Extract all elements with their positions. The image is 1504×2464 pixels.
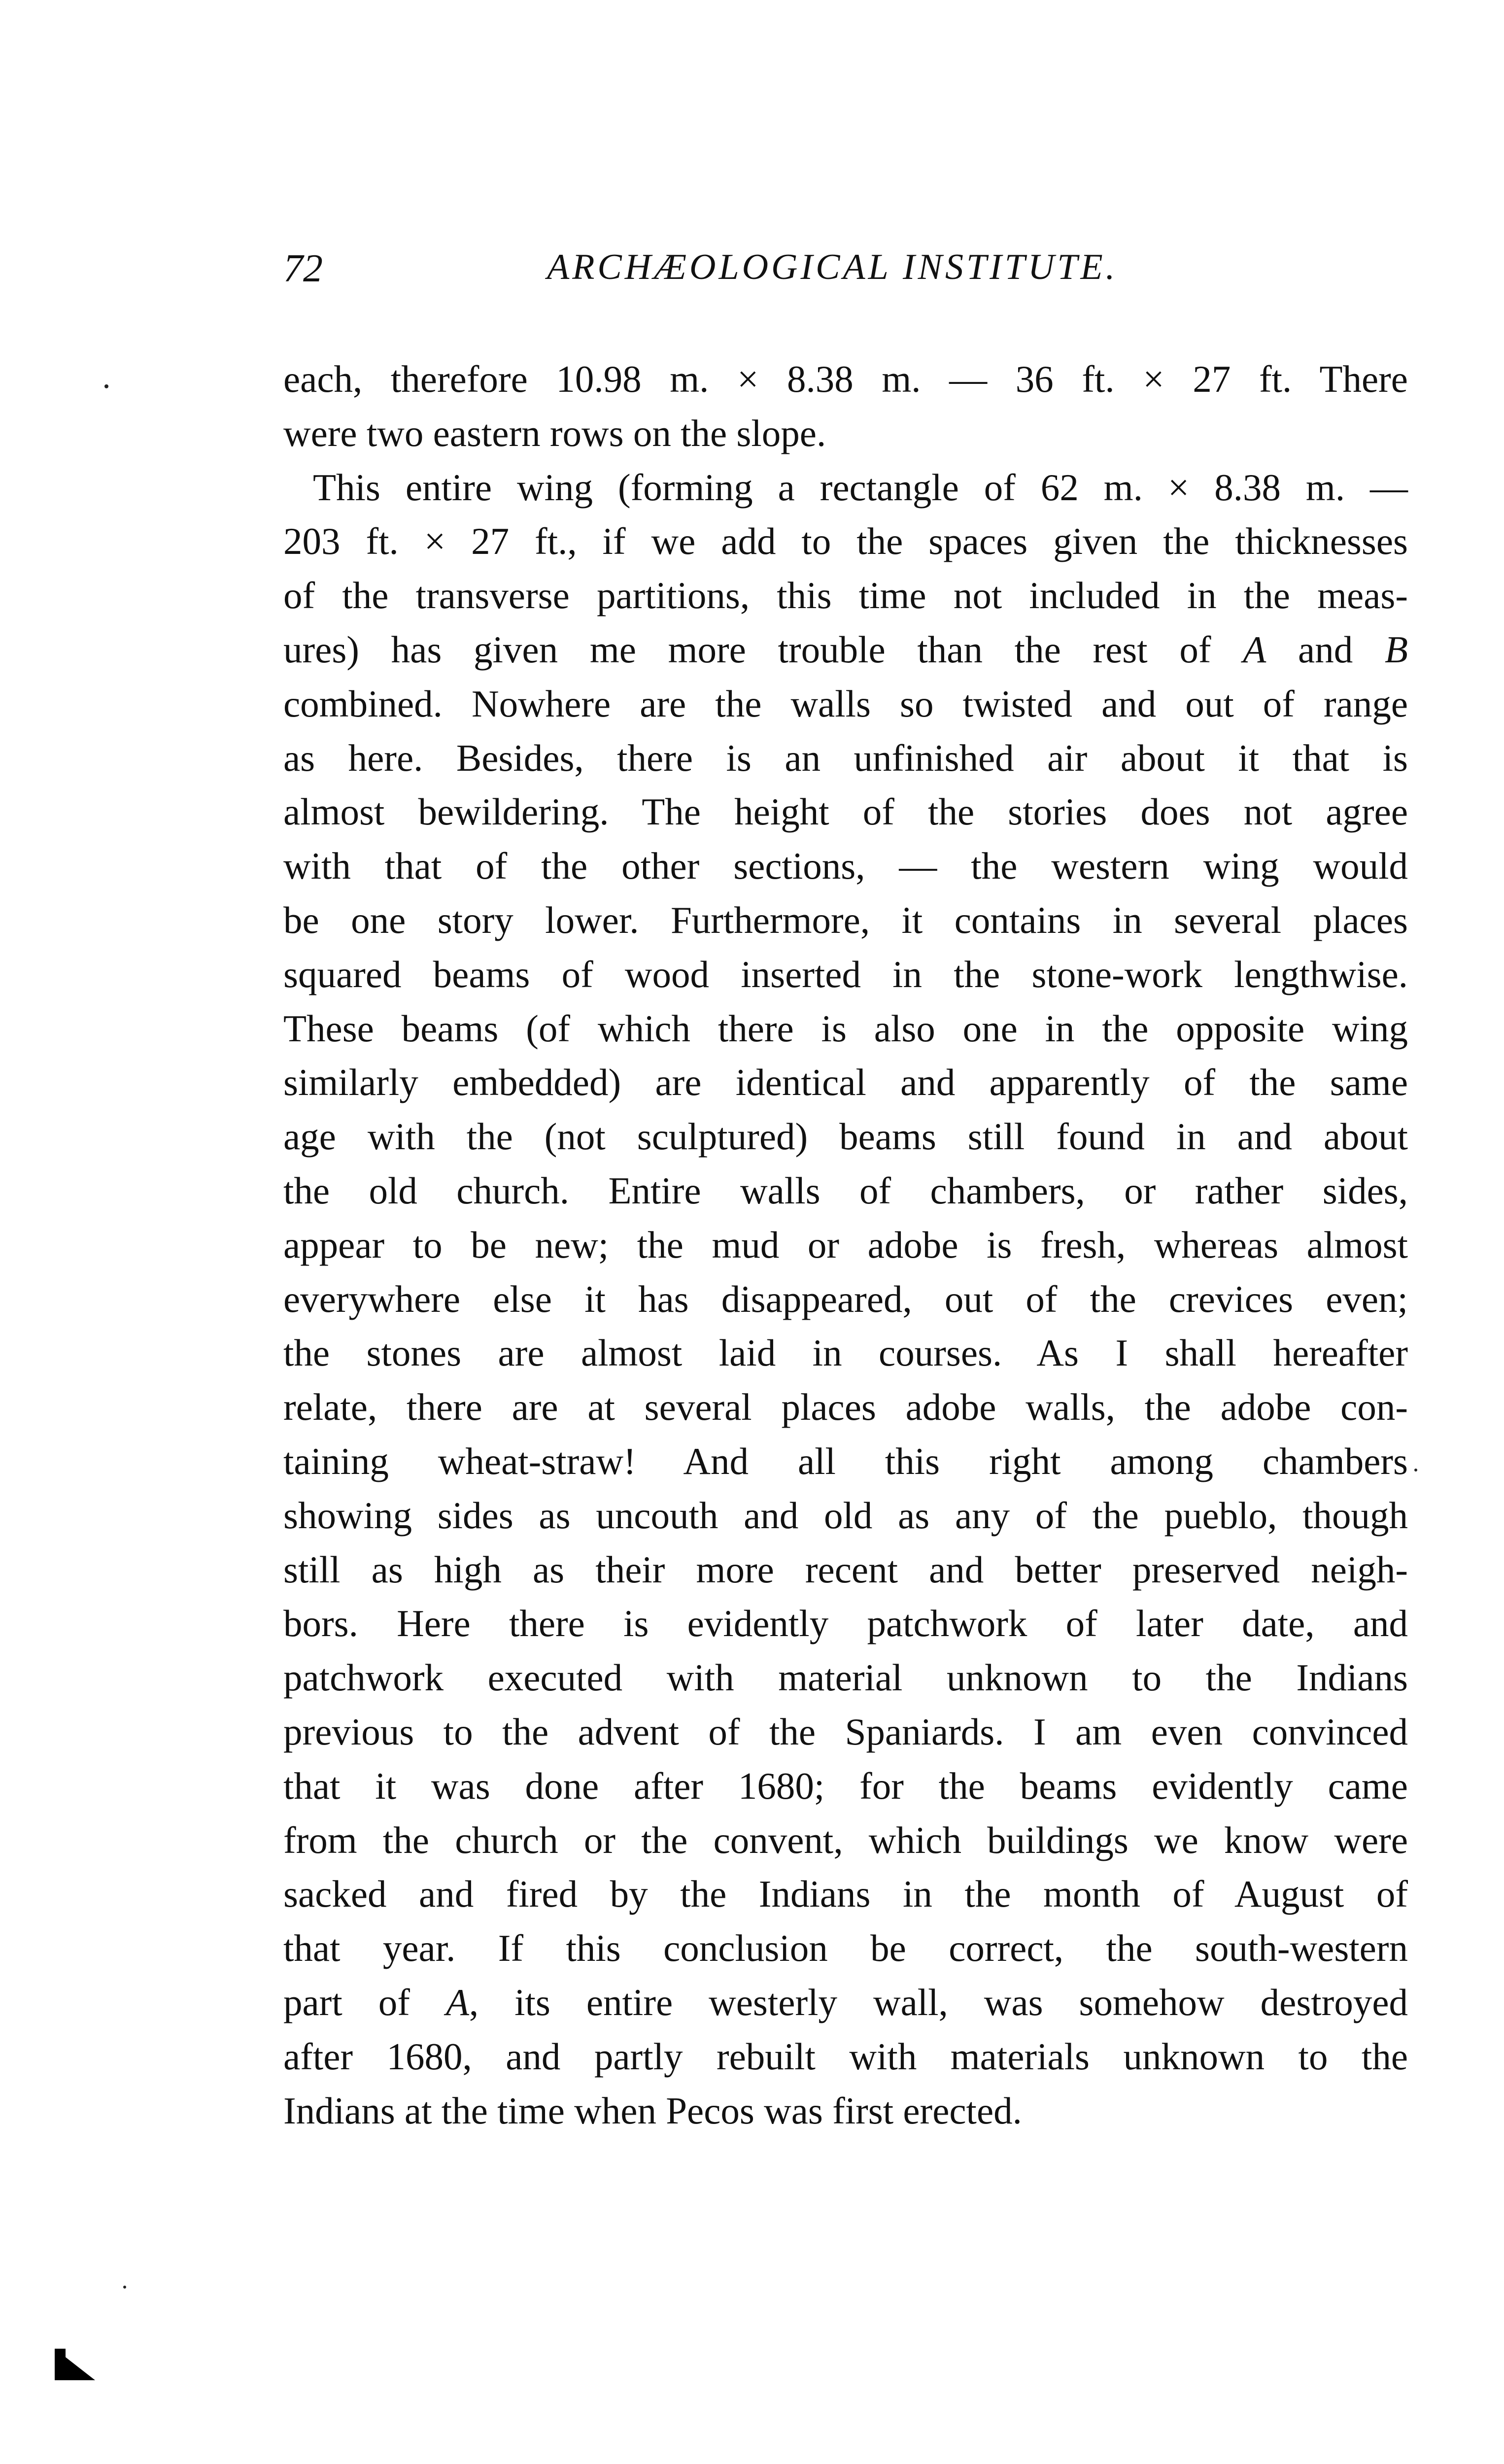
italic-letter: B — [1384, 628, 1408, 671]
text-segment: , its entire westerly wall, was somehow destroyed — [469, 1981, 1408, 2023]
text-line — [283, 893, 1408, 948]
text-line — [283, 407, 1408, 461]
text-segment: This entire wing (forming a rectangle of 62 m. × 8.38 m. — — [313, 466, 1408, 509]
text-segment: 203 ft. × 27 ft., if we add to the spaces given the thicknesses — [283, 520, 1408, 563]
text-line — [283, 1002, 1408, 1056]
text-segment: from the church or the convent, which buildings we know were — [283, 1818, 1408, 1861]
text-line — [283, 785, 1408, 839]
text-segment: appear to be new; the mud or adobe is fresh, whereas almost — [283, 1223, 1408, 1266]
text-segment: Indians at the time when Pecos was first erected. — [283, 2089, 1022, 2132]
running-header — [283, 246, 1408, 301]
stray-mark — [1414, 1469, 1417, 1472]
text-segment: bors. Here there is evidently patchwork of later date, and — [283, 1602, 1408, 1645]
text-line — [283, 569, 1408, 623]
text-segment: part of — [283, 1981, 446, 2023]
text-segment: still as high as their more recent and better preserved neigh- — [283, 1548, 1408, 1591]
text-line — [283, 1056, 1408, 1110]
text-line — [283, 1543, 1408, 1597]
text-line — [283, 1164, 1408, 1218]
text-segment: showing sides as uncouth and old as any of the pueblo, though — [283, 1494, 1408, 1537]
text-line — [283, 1218, 1408, 1272]
text-line — [283, 948, 1408, 1002]
page-number: 72 — [283, 247, 323, 290]
text-segment: as here. Besides, there is an unfinished air about it that is — [283, 736, 1408, 779]
text-line — [283, 1597, 1408, 1651]
text-segment: previous to the advent of the Spaniards. I am even convinced — [283, 1710, 1408, 1753]
text-segment: patchwork executed with material unknown to the Indians — [283, 1656, 1408, 1699]
text-line — [283, 514, 1408, 569]
running-title: ARCHÆOLOGICAL INSTITUTE. — [547, 247, 1118, 287]
text-line — [283, 1489, 1408, 1543]
text-segment: age with the (not sculptured) beams still found in and about — [283, 1115, 1408, 1158]
stray-mark — [104, 384, 108, 388]
text-segment: and — [1266, 628, 1385, 671]
text-segment: were two eastern rows on the slope. — [283, 411, 826, 454]
text-segment: each, therefore 10.98 m. × 8.38 m. — 36 ft. × 27 ft. There — [283, 358, 1408, 400]
text-segment: with that of the other sections, — the western wing would — [283, 845, 1408, 888]
text-line — [283, 1921, 1408, 1976]
text-line — [283, 1435, 1408, 1489]
text-segment: the stones are almost laid in courses. As I shall hereafter — [283, 1332, 1408, 1374]
text-segment: be one story lower. Furthermore, it contains in several places — [283, 898, 1408, 941]
text-line — [283, 1814, 1408, 1868]
text-segment: sacked and fired by the Indians in the month of August of — [283, 1873, 1408, 1916]
text-line — [283, 1976, 1408, 2030]
text-segment: that it was done after 1680; for the beams evidently came — [283, 1764, 1408, 1807]
text-line — [283, 1651, 1408, 1705]
text-line — [283, 1326, 1408, 1380]
text-segment: combined. Nowhere are the walls so twisted and out of range — [283, 682, 1408, 725]
text-segment: everywhere else it has disappeared, out of the crevices even; — [283, 1277, 1408, 1320]
italic-letter: A — [1243, 628, 1266, 671]
text-segment: relate, there are at several places adobe walls, the adobe con- — [283, 1386, 1408, 1429]
text-line — [283, 1705, 1408, 1759]
text-segment: similarly embedded) are identical and apparently of the same — [283, 1061, 1408, 1104]
body-text — [283, 352, 1408, 2138]
text-line — [283, 461, 1408, 515]
text-segment: the old church. Entire walls of chambers, or rather sides, — [283, 1169, 1408, 1212]
text-line — [283, 839, 1408, 893]
text-segment: ures) has given me more trouble than the rest of — [283, 628, 1243, 671]
text-line — [283, 731, 1408, 786]
text-line — [283, 1272, 1408, 1327]
text-line — [283, 2030, 1408, 2084]
text-segment: that year. If this conclusion be correct, the south-western — [283, 1927, 1408, 1970]
text-segment: taining wheat-straw! And all this right among chambers — [283, 1439, 1408, 1482]
text-segment: almost bewildering. The height of the stories does not agree — [283, 790, 1408, 833]
text-line — [283, 1867, 1408, 1921]
text-line — [283, 1110, 1408, 1164]
text-line — [283, 352, 1408, 407]
italic-letter: A — [445, 1981, 469, 2023]
text-line — [283, 1380, 1408, 1435]
stray-mark — [123, 2286, 126, 2289]
text-line — [283, 623, 1408, 677]
text-line — [283, 677, 1408, 731]
corner-triangle-icon — [55, 2349, 95, 2380]
text-line — [283, 2084, 1408, 2138]
text-segment: These beams (of which there is also one in the opposite wing — [283, 1007, 1408, 1050]
text-segment: after 1680, and partly rebuilt with materials unknown to the — [283, 2035, 1408, 2078]
text-segment: of the transverse partitions, this time not included in the meas- — [283, 574, 1408, 617]
text-line — [283, 1759, 1408, 1814]
text-segment: squared beams of wood inserted in the stone-work lengthwise. — [283, 953, 1408, 995]
